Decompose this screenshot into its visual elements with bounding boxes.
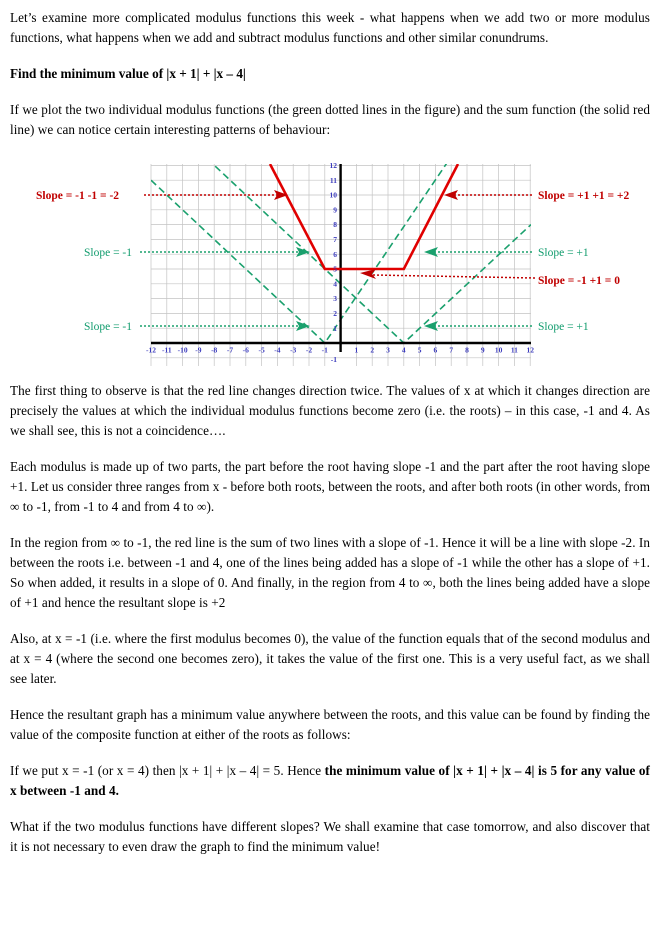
svg-text:-4: -4 bbox=[274, 345, 281, 355]
svg-text:9: 9 bbox=[333, 205, 337, 215]
svg-text:5: 5 bbox=[417, 345, 422, 355]
heading-problem: Find the minimum value of |x + 1| + |x – 4| bbox=[10, 66, 246, 81]
svg-text:4: 4 bbox=[333, 279, 337, 289]
svg-text:7: 7 bbox=[449, 345, 454, 355]
y-axis-tick-labels bbox=[330, 161, 338, 364]
svg-text:3: 3 bbox=[333, 294, 337, 304]
svg-text:8: 8 bbox=[333, 220, 337, 230]
annotation-mid-right: Slope = +1 bbox=[538, 247, 589, 259]
svg-text:-12: -12 bbox=[146, 345, 156, 355]
paragraph-intro: Let’s examine more complicated modulus functions this week - what happens when we add two or more modulus functions, what happens when we add and subtract modulus functions and other similar conundrums. bbox=[10, 10, 650, 45]
svg-text:-5: -5 bbox=[258, 345, 265, 355]
paragraph-two-parts: Each modulus is made up of two parts, the part before the root having slope -1 and the part after the root having slope +1. Let us consider three ranges from x - before both roots, between the roots, and after both roots (in other words, from ∞ to -1, from -1 to 4 and from 4 to ∞). bbox=[10, 459, 650, 514]
svg-text:7: 7 bbox=[333, 235, 337, 244]
svg-text:-3: -3 bbox=[290, 345, 297, 355]
annotation-top-left: Slope = -1 -1 = -2 bbox=[36, 190, 120, 202]
svg-text:10: 10 bbox=[494, 345, 503, 355]
svg-text:5: 5 bbox=[333, 264, 337, 274]
paragraph-hence-minimum: Hence the resultant graph has a minimum value anywhere between the roots, and this value can be found by finding the value of the composite function at either of the roots as follows: bbox=[10, 707, 650, 742]
annotation-top-right: Slope = +1 +1 = +2 bbox=[538, 190, 630, 202]
paragraph-plot-intro: If we plot the two individual modulus functions (the green dotted lines in the figure) and the sum function (the solid red line) we can notice certain interesting patterns of behaviour: bbox=[10, 102, 650, 137]
annotation-low-left: Slope = -1 bbox=[84, 321, 133, 333]
svg-text:8: 8 bbox=[465, 345, 469, 355]
svg-text:-6: -6 bbox=[242, 345, 249, 355]
svg-text:-9: -9 bbox=[195, 345, 202, 355]
paragraph-conclusion bbox=[10, 761, 650, 801]
annotation-arrows bbox=[140, 190, 535, 331]
svg-text:1: 1 bbox=[333, 323, 337, 333]
svg-text:-11: -11 bbox=[162, 345, 172, 355]
svg-text:-1: -1 bbox=[330, 355, 337, 364]
modulus-graph-figure bbox=[10, 156, 650, 371]
axes bbox=[151, 164, 531, 352]
svg-text:9: 9 bbox=[480, 345, 485, 355]
svg-text:12: 12 bbox=[526, 345, 534, 355]
annotation-mid-left: Slope = -1 bbox=[84, 247, 133, 259]
svg-text:4: 4 bbox=[401, 345, 406, 355]
svg-text:11: 11 bbox=[510, 345, 518, 355]
conclusion-bold: the minimum value of |x + 1| + |x – 4| is 5 for any value of x between -1 and 4. bbox=[10, 763, 650, 798]
annotation-zero-slope: Slope = -1 +1 = 0 bbox=[538, 275, 620, 287]
svg-text:-7: -7 bbox=[226, 345, 234, 355]
paragraph-also-at-x: Also, at x = -1 (i.e. where the first modulus becomes 0), the value of the function equals that of the second modulus and at x = 4 (where the second one becomes zero), it takes the value of the first one. This is a very useful fact, as we shall see later. bbox=[10, 631, 650, 686]
svg-text:-8: -8 bbox=[211, 345, 218, 355]
conclusion-plain: If we put x = -1 (or x = 4) then |x + 1| + |x – 4| = 5. Hence bbox=[10, 763, 325, 778]
svg-text:12: 12 bbox=[329, 161, 337, 170]
svg-text:3: 3 bbox=[386, 345, 390, 355]
svg-text:1: 1 bbox=[354, 345, 359, 355]
svg-text:6: 6 bbox=[333, 249, 337, 259]
svg-text:2: 2 bbox=[370, 345, 375, 355]
svg-text:2: 2 bbox=[333, 309, 337, 318]
svg-text:11: 11 bbox=[329, 175, 337, 185]
paragraph-closing: What if the two modulus functions have different slopes? We shall examine that case tomorrow, and also discover that it is not necessary to even draw the graph to find the minimum value! bbox=[10, 819, 650, 854]
modulus-graph-svg bbox=[10, 156, 660, 371]
svg-text:6: 6 bbox=[433, 345, 438, 355]
paragraph-observe: The first thing to observe is that the red line changes direction twice. The values of x at which it changes direction are precisely the values at which the individual modulus functions become zero (i.e. the roots) – in this case, -1 and 4. As we shall see, this is not a coincidence…. bbox=[10, 383, 650, 438]
annotation-low-right: Slope = +1 bbox=[538, 321, 589, 333]
svg-text:10: 10 bbox=[329, 190, 337, 200]
svg-text:-1: -1 bbox=[321, 345, 328, 355]
svg-text:-2: -2 bbox=[305, 345, 313, 355]
svg-text:-10: -10 bbox=[177, 345, 188, 355]
paragraph-regions: In the region from ∞ to -1, the red line is the sum of two lines with a slope of -1. Hence it will be a line with slope -2. In between the roots i.e. between -1 and 4, one of the lines being added has a slope of -1 while the other has a slope of +1. So when added, it results in a slope of 0. And finally, in the region from 4 to ∞, both the lines being added have a slope of +1 and hence the resultant slope is +2 bbox=[10, 535, 650, 610]
